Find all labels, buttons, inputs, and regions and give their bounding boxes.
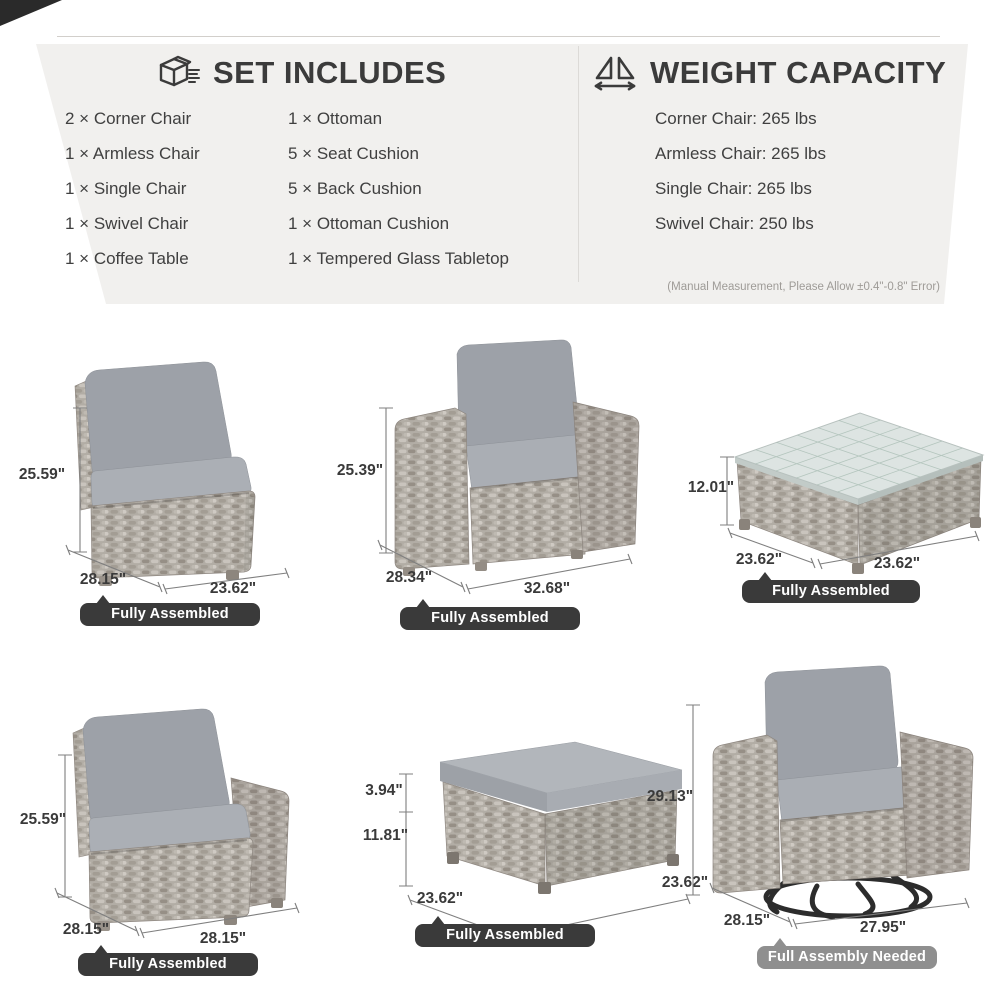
set-item: 2 × Corner Chair (65, 109, 192, 128)
assembly-badge (742, 580, 920, 603)
depth-label: 28.15" (79, 571, 127, 588)
measurement-disclaimer: (Manual Measurement, Please Allow ±0.4"-0.8" Error) (667, 281, 940, 293)
weight-item: Corner Chair: 265 lbs (655, 109, 817, 128)
set-item: 1 × Single Chair (65, 179, 187, 198)
width-label: 28.15" (199, 930, 247, 947)
badge-pointer-icon (758, 572, 772, 581)
set-includes-header (155, 52, 446, 94)
panel-top-line (57, 36, 940, 37)
product-single-chair (335, 338, 655, 638)
depth-label: 28.34" (385, 569, 433, 586)
weight-item: Single Chair: 265 lbs (655, 179, 812, 198)
depth-label: 28.15" (62, 921, 110, 938)
depth-label: 23.62" (416, 890, 464, 907)
assembly-badge (757, 946, 937, 969)
set-includes-title: SET INCLUDES (213, 55, 447, 90)
product-corner-chair (15, 678, 315, 983)
product-armless-chair (15, 338, 315, 638)
set-item: 1 × Armless Chair (65, 144, 200, 163)
assembly-badge (400, 607, 580, 630)
width-label: 23.62" (661, 874, 709, 891)
badge-pointer-icon (773, 938, 787, 947)
cushion-height-label: 3.94" (365, 782, 403, 799)
product-swivel-chair (646, 660, 1000, 980)
badge-pointer-icon (431, 916, 445, 925)
set-item: 1 × Ottoman Cushion (288, 214, 450, 233)
swivel-chair-image (665, 660, 1000, 980)
set-item: 1 × Tempered Glass Tabletop (288, 249, 509, 268)
set-item: 5 × Seat Cushion (288, 144, 419, 163)
height-label: 11.81" (362, 827, 409, 844)
single-chair-image (335, 338, 655, 638)
height-label: 25.39" (336, 462, 384, 479)
set-item: 1 × Coffee Table (65, 249, 189, 268)
weight-capacity-title: WEIGHT CAPACITY (650, 55, 947, 90)
height-label: 29.13" (646, 788, 694, 805)
assembly-badge-label: Full Assembly Needed (767, 949, 927, 965)
width-label: 23.62" (873, 555, 921, 572)
width-label: 32.68" (523, 580, 571, 597)
badge-pointer-icon (416, 599, 430, 608)
height-label: 25.59" (18, 466, 66, 483)
assembly-badge-label: Fully Assembled (431, 610, 549, 626)
width-label: 23.62" (209, 580, 257, 597)
product-coffee-table (665, 375, 995, 610)
weight-capacity-header (592, 52, 946, 94)
assembly-badge (78, 953, 258, 976)
assembly-badge-label: Fully Assembled (446, 927, 564, 943)
set-item: 1 × Swivel Chair (65, 214, 189, 233)
weight-item: Swivel Chair: 250 lbs (655, 214, 814, 233)
assembly-badge (80, 603, 260, 626)
set-item: 1 × Ottoman (288, 109, 383, 128)
badge-pointer-icon (96, 595, 110, 604)
depth-label: 28.15" (723, 912, 771, 929)
panel-divider (578, 46, 579, 282)
assembly-badge-label: Fully Assembled (772, 583, 890, 599)
width-label: 27.95" (859, 919, 907, 936)
height-label: 25.59" (19, 811, 67, 828)
badge-pointer-icon (94, 945, 108, 954)
set-item: 5 × Back Cushion (288, 179, 422, 198)
weight-item: Armless Chair: 265 lbs (655, 144, 827, 163)
assembly-badge (415, 924, 595, 947)
depth-label: 23.62" (735, 551, 783, 568)
weight-capacity-icon (592, 52, 638, 94)
assembly-badge-label: Fully Assembled (109, 956, 227, 972)
package-icon (155, 52, 201, 94)
assembly-badge-label: Fully Assembled (111, 606, 229, 622)
corner-accent (0, 0, 62, 26)
height-label: 12.01" (687, 479, 735, 496)
armless-chair-image (15, 338, 315, 638)
